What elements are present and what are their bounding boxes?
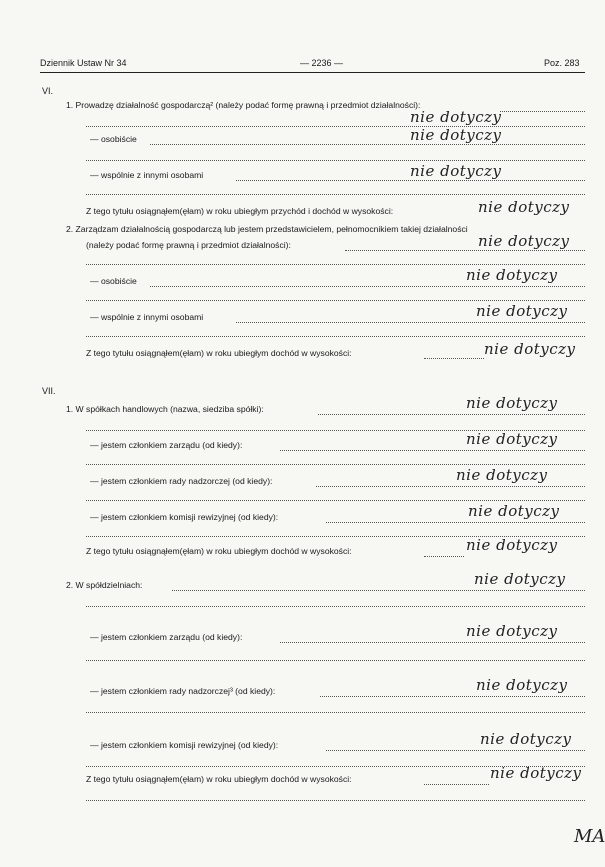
vi-income1-answer: nie dotyczy — [478, 198, 570, 216]
vii-item2-answer: nie dotyczy — [474, 570, 566, 588]
vii-income1-label: Z tego tytułu osiągnąłem(ęłam) w roku ubiegłym dochód w wysokości: — [86, 546, 352, 556]
vi-item2-label-b: (należy podać formę prawną i przedmiot działalności): — [86, 240, 291, 250]
vii-board-line2 — [86, 464, 585, 465]
vi-personally2-dots — [150, 286, 585, 287]
vi-income2-label: Z tego tytułu osiągnąłem(ęłam) w roku ubiegłym dochód w wysokości: — [86, 348, 352, 358]
vi-personally-dots — [150, 144, 585, 145]
vii-audit2-dots — [326, 750, 585, 751]
vi-item1-answer: nie dotyczy — [410, 108, 502, 126]
vii-supervisory-answer: nie dotyczy — [456, 466, 548, 484]
vi-income2-dots — [424, 358, 484, 359]
vii-item2-label: 2. W spółdzielniach: — [66, 580, 143, 590]
vi-jointly-label: — wspólnie z innymi osobami — [90, 170, 204, 180]
journal-name: Dziennik Ustaw Nr 34 — [40, 58, 127, 68]
vii-audit-label: — jestem członkiem komisji rewizyjnej (od kiedy): — [90, 512, 279, 522]
vi-personally-line2 — [86, 160, 585, 161]
vii-item1-label: 1. W spółkach handlowych (nazwa, siedziba spółki): — [66, 404, 264, 414]
vii-supervisory2-label: — jestem członkiem rady nadzorczej³ (od kiedy): — [90, 686, 276, 696]
vii-item2-dots — [172, 590, 585, 591]
vii-supervisory2-dots — [320, 696, 585, 697]
vi-jointly2-answer: nie dotyczy — [476, 302, 568, 320]
vi-jointly-dots — [236, 180, 585, 181]
vii-supervisory-label: — jestem członkiem rady nadzorczej (od kiedy): — [90, 476, 273, 486]
signature-initials: MA — [574, 826, 605, 847]
vii-audit2-label: — jestem członkiem komisji rewizyjnej (od kiedy): — [90, 740, 279, 750]
vi-item2-answer: nie dotyczy — [478, 232, 570, 250]
vii-income2-label: Z tego tytułu osiągnąłem(ęłam) w roku ubiegłym dochód w wysokości: — [86, 774, 352, 784]
vi-income2-answer: nie dotyczy — [484, 340, 576, 358]
vii-board-dots — [280, 450, 585, 451]
vii-audit-answer: nie dotyczy — [468, 502, 560, 520]
vi-jointly2-dots — [236, 322, 585, 323]
vii-board2-answer: nie dotyczy — [466, 622, 558, 640]
vii-supervisory-line2 — [86, 500, 585, 501]
vi-item1-dots — [500, 111, 585, 112]
section-vii-title: VII. — [42, 386, 56, 396]
vii-income2-dots — [424, 784, 489, 785]
vi-personally-label: — osobiście — [90, 134, 137, 144]
vi-jointly-answer: nie dotyczy — [410, 162, 502, 180]
vi-jointly2-label: — wspólnie z innymi osobami — [90, 312, 204, 322]
vi-personally2-label: — osobiście — [90, 276, 137, 286]
vii-item1-answer: nie dotyczy — [466, 394, 558, 412]
vi-income1-label: Z tego tytułu osiągnąłem(ęłam) w roku ubiegłym przychód i dochód w wysokości: — [86, 206, 394, 216]
vii-board-answer: nie dotyczy — [466, 430, 558, 448]
vii-audit2-answer: nie dotyczy — [480, 730, 572, 748]
vii-audit-dots — [326, 522, 585, 523]
vi-item1-line2 — [86, 126, 585, 127]
vii-supervisory2-line2 — [86, 712, 585, 713]
vii-supervisory2-answer: nie dotyczy — [476, 676, 568, 694]
position-number: Poz. 283 — [544, 58, 580, 68]
vii-item2-line2 — [86, 606, 585, 607]
vi-personally-answer: nie dotyczy — [410, 126, 502, 144]
vii-item1-dots — [318, 414, 585, 415]
vii-board2-label: — jestem członkiem zarządu (od kiedy): — [90, 632, 243, 642]
vii-income1-dots — [424, 556, 464, 557]
vii-board2-dots — [280, 642, 585, 643]
vi-item2-label-a: 2. Zarządzam działalnością gospodarczą lub jestem przedstawicielem, pełnomocnikiem takiej działalności — [66, 224, 468, 234]
vi-jointly-line2 — [86, 194, 585, 195]
vi-personally2-answer: nie dotyczy — [466, 266, 558, 284]
vi-personally2-line2 — [86, 300, 585, 301]
vii-income2-line2 — [86, 800, 585, 801]
page-number: — 2236 — — [300, 58, 344, 68]
vi-jointly2-line2 — [86, 336, 585, 337]
vi-item2-line2 — [86, 264, 585, 265]
vi-item1-label: 1. Prowadzę działalność gospodarczą² (należy podać formę prawną i przedmiot działalności): — [66, 100, 421, 110]
section-vi-title: VI. — [42, 86, 54, 96]
vii-board-label: — jestem członkiem zarządu (od kiedy): — [90, 440, 243, 450]
vii-supervisory-dots — [316, 486, 585, 487]
vi-item2-dots — [345, 250, 585, 251]
vii-board2-line2 — [86, 660, 585, 661]
vii-income2-answer: nie dotyczy — [490, 764, 582, 782]
vii-income1-answer: nie dotyczy — [466, 536, 558, 554]
header-rule — [40, 72, 585, 73]
